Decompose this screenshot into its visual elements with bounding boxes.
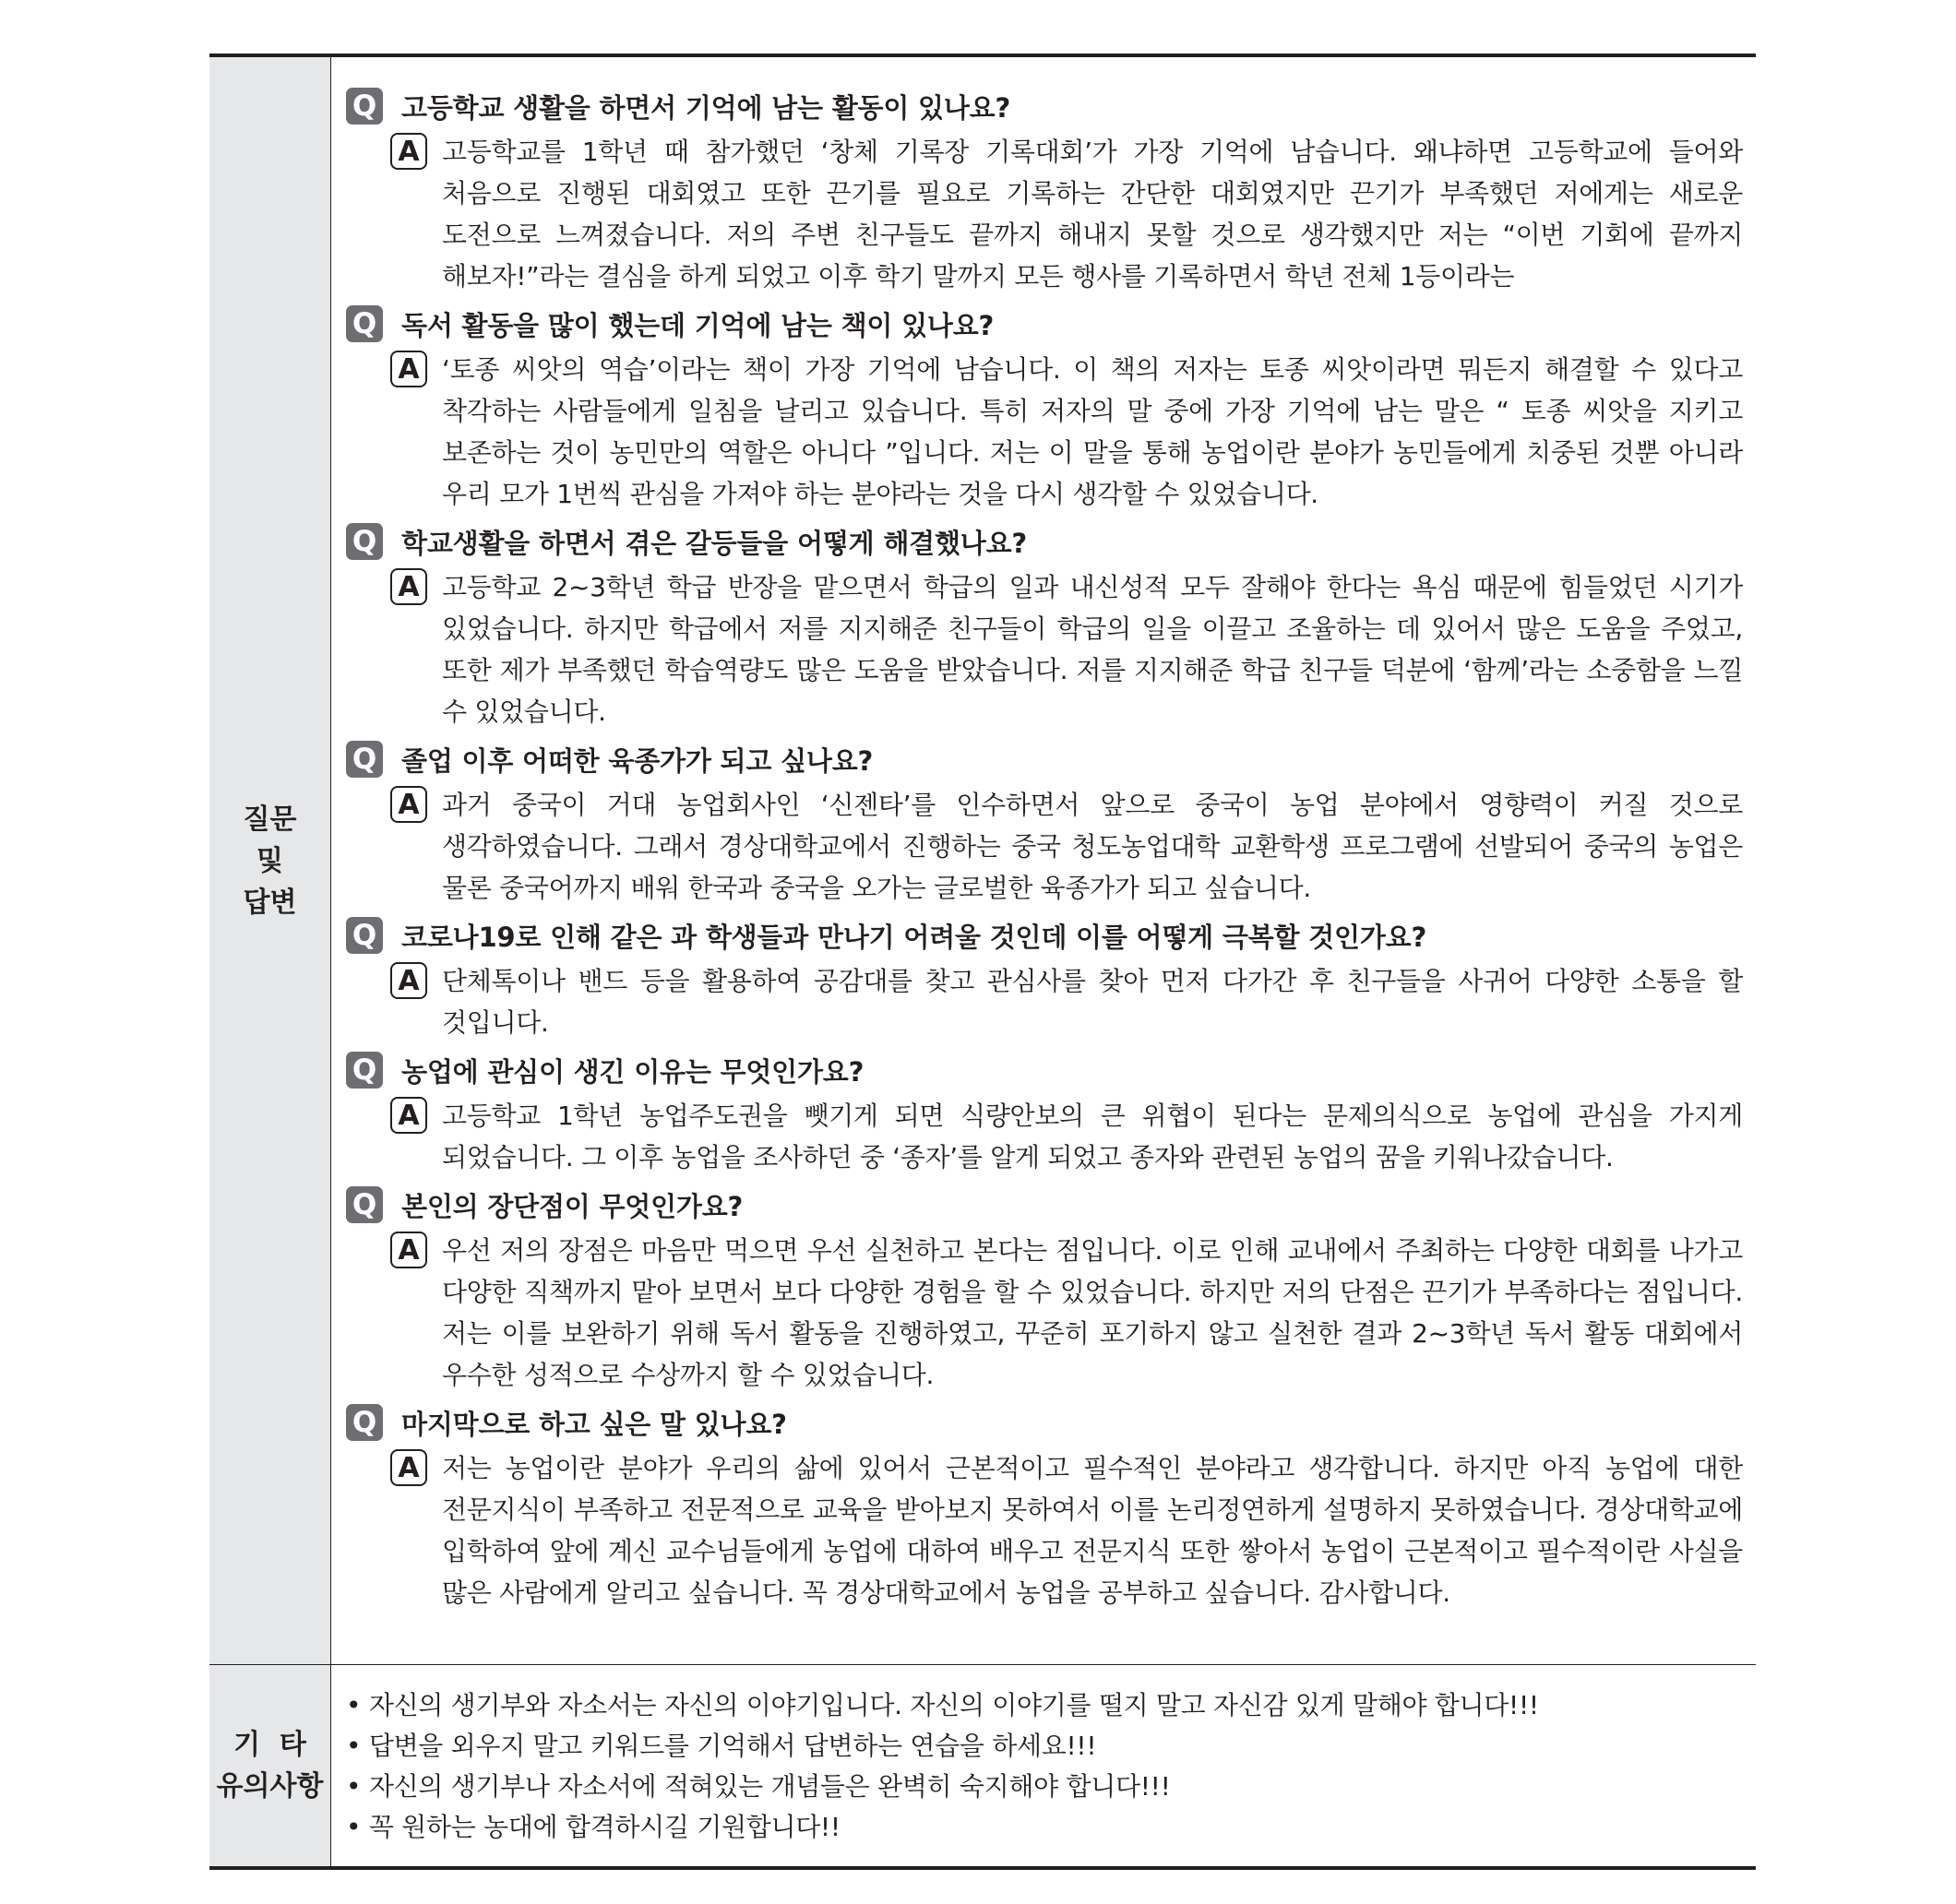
qa-content [331,57,1756,1664]
qa-item [346,738,1743,909]
answer-badge: A [390,1232,427,1268]
answer-badge: A [390,133,427,170]
question-line [346,1401,1743,1444]
qa-row [209,57,1756,1664]
interview-table [209,54,1756,1870]
qa-label-cell [209,57,331,1664]
answer-block [390,784,1743,909]
answer-text: 우선 저의 장점은 마음만 먹으면 우선 실천하고 본다는 점입니다. 이로 인해 교내에서 주최하는 다양한 대회를 나가고 다양한 직책까지 맡아 보면서 보다 다양한 경험을 할 수 있었습니다. 하지만 저의 단점은 끈기가 부족하다는 점입니다. 저는 이를 보완하기 위해 독서 활동을 진행하였고, 꾸준히 포기하지 않고 실천한 결과 2~3학년 독서 활동 대회에서 우수한 성적으로 수상까지 할 수 있었습니다. [442,1235,1743,1390]
qa-item [346,1401,1743,1613]
note-item: • 자신의 생기부와 자소서는 자신의 이야기입니다. 자신의 이야기를 떨지 말고 자신감 있게 말해야 합니다!!! [346,1690,1539,1720]
qa-label-line: 답변 [243,886,297,919]
qa-item [346,1049,1743,1178]
notes-label-line: 기 타 [233,1729,306,1761]
question-text: 독서 활동을 많이 했는데 기억에 남는 책이 있나요? [401,309,995,341]
answer-block [390,349,1743,515]
notes-row [209,1664,1756,1866]
answer-block [390,1447,1743,1613]
notes-label-line: 유의사항 [216,1770,324,1803]
question-text: 농업에 관심이 생긴 이유는 무엇인가요? [401,1055,865,1088]
question-badge: Q [346,1404,383,1441]
qa-label [244,799,297,923]
question-text: 마지막으로 하고 싶은 말 있나요? [401,1408,787,1440]
qa-label-line: 질문 [243,803,297,836]
note-item: • 꼭 원하는 농대에 합격하시길 기원합니다!! [346,1812,841,1842]
answer-badge: A [390,1097,427,1134]
qa-item [346,303,1743,515]
note-item: • 자신의 생기부나 자소서에 적혀있는 개념들은 완벽히 숙지해야 합니다!!! [346,1771,1171,1802]
answer-block [390,131,1743,297]
qa-label-line: 및 [256,844,283,877]
question-line [346,520,1743,563]
answer-block [390,960,1743,1043]
note-item: • 답변을 외우지 말고 키워드를 기억해서 답변하는 연습을 하세요!!! [346,1731,1097,1761]
notes-label [217,1724,324,1807]
question-line [346,914,1743,957]
answer-text: 과거 중국이 거대 농업회사인 ‘신젠타’를 인수하면서 앞으로 중국이 농업 분야에서 영향력이 커질 것으로 생각하였습니다. 그래서 경상대학교에서 진행하는 중국 청도농업대학 교환학생 프로그램에 선발되어 중국의 농업은 물론 중국어까지 배워 한국과 중국을 오가는 글로벌한 육종가가 되고 싶습니다. [442,790,1743,903]
question-badge: Q [346,305,383,342]
answer-text: 고등학교 1학년 농업주도권을 뺏기게 되면 식량안보의 큰 위협이 된다는 문제의식으로 농업에 관심을 가지게 되었습니다. 그 이후 농업을 조사하던 중 ‘종자’를 알게 되었고 종자와 관련된 농업의 꿈을 키워나갔습니다. [442,1101,1743,1172]
question-badge: Q [346,917,383,954]
question-text: 본인의 장단점이 무엇인가요? [401,1190,744,1222]
answer-badge: A [390,351,427,387]
question-line [346,85,1743,127]
answer-badge: A [390,786,427,823]
answer-text: 고등학교를 1학년 때 참가했던 ‘창체 기록장 기록대회’가 가장 기억에 남습니다. 왜냐하면 고등학교에 들어와 처음으로 진행된 대회였고 또한 끈기를 필요로 기록하는 간단한 대회였지만 끈기가 부족했던 저에게는 새로운 도전으로 느껴졌습니다. 저의 주변 친구들도 끝까지 해내지 못할 것으로 생각했지만 저는 “이번 기회에 끝까지 해보자!”라는 결심을 하게 되었고 이후 학기 말까지 모든 행사를 기록하면서 학년 전체 1등이라는 [442,137,1743,292]
answer-text: 단체톡이나 밴드 등을 활용하여 공감대를 찾고 관심사를 찾아 먼저 다가간 후 친구들을 사귀어 다양한 소통을 할 것입니다. [442,966,1743,1038]
answer-block [390,1095,1743,1178]
question-badge: Q [346,88,383,125]
notes-content [331,1665,1756,1866]
question-text: 코로나19로 인해 같은 과 학생들과 만나기 어려울 것인데 이를 어떻게 극복할 것인가요? [401,921,1427,953]
notes-label-cell [209,1665,331,1866]
qa-item [346,1184,1743,1396]
question-badge: Q [346,1186,383,1223]
answer-badge: A [390,962,427,999]
answer-block [390,1230,1743,1396]
answer-text: 저는 농업이란 분야가 우리의 삶에 있어서 근본적이고 필수적인 분야라고 생각합니다. 하지만 아직 농업에 대한 전문지식이 부족하고 전문적으로 교육을 받아보지 못하여서 이를 논리정연하게 설명하지 못하였습니다. 경상대학교에 입학하여 앞에 계신 교수님들에게 농업에 대하여 배우고 전문지식 또한 쌓아서 농업이 근본적이고 필수적이란 사실을 많은 사람에게 알리고 싶습니다. 꼭 경상대학교에서 농업을 공부하고 싶습니다. 감사합니다. [442,1453,1743,1608]
question-text: 고등학교 생활을 하면서 기억에 남는 활동이 있나요? [401,91,1011,124]
answer-badge: A [390,1449,427,1486]
question-badge: Q [346,1052,383,1089]
answer-block [390,566,1743,732]
question-text: 졸업 이후 어떠한 육종가가 되고 싶나요? [401,744,874,777]
qa-item [346,520,1743,732]
question-badge: Q [346,741,383,778]
question-text: 학교생활을 하면서 겪은 갈등들을 어떻게 해결했나요? [401,527,1028,559]
question-badge: Q [346,523,383,560]
question-line [346,1184,1743,1226]
question-line [346,738,1743,780]
qa-item [346,914,1743,1043]
answer-badge: A [390,568,427,605]
qa-item [346,85,1743,297]
question-line [346,1049,1743,1091]
answer-text: 고등학교 2~3학년 학급 반장을 맡으면서 학급의 일과 내신성적 모두 잘해야 한다는 욕심 때문에 힘들었던 시기가 있었습니다. 하지만 학급에서 저를 지지해준 친구들이 학급의 일을 이끌고 조율하는 데 있어서 많은 도움을 주었고, 또한 제가 부족했던 학습역량도 많은 도움을 받았습니다. 저를 지지해준 학급 친구들 덕분에 ‘함께’라는 소중함을 느낄 수 있었습니다. [442,572,1743,727]
answer-text: ‘토종 씨앗의 역습’이라는 책이 가장 기억에 남습니다. 이 책의 저자는 토종 씨앗이라면 뭐든지 해결할 수 있다고 착각하는 사람들에게 일침을 날리고 있습니다. 특히 저자의 말 중에 가장 기억에 남는 말은 “ 토종 씨앗을 지키고 보존하는 것이 농민만의 역할은 아니다 ”입니다. 저는 이 말을 통해 농업이란 분야가 농민들에게 치중된 것뿐 아니라 우리 모가 1번씩 관심을 가져야 하는 분야라는 것을 다시 생각할 수 있었습니다. [442,354,1743,509]
question-line [346,303,1743,345]
